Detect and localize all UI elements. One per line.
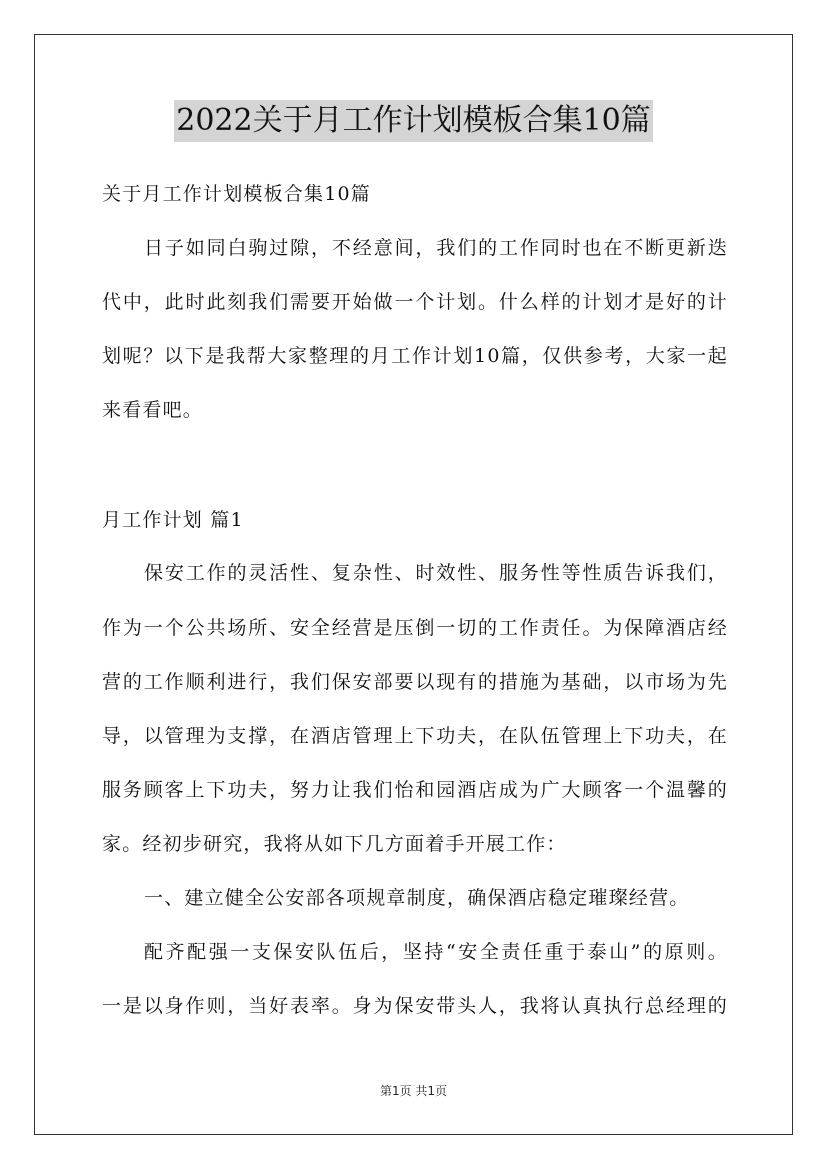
intro-line: 代中，此时此刻我们需要开始做一个计划。什么样的计划才是好的计 — [102, 291, 728, 313]
paragraph-line: 作为一个公共场所、安全经营是压倒一切的工作责任。为保障酒店经 — [102, 617, 728, 639]
page-footer: 第1页 共1页 — [379, 1084, 448, 1098]
paragraph-line: 家。经初步研究，我将从如下几方面着手开展工作： — [102, 833, 567, 855]
paragraph-line: 一是以身作则，当好表率。身为保安带头人，我将认真执行总经理的 — [102, 995, 728, 1017]
document-title: 2022关于月工作计划模板合集10篇 — [174, 100, 653, 142]
intro-line: 日子如同白驹过隙，不经意间，我们的工作同时也在不断更新迭 — [144, 237, 728, 259]
paragraph-line: 保安工作的灵活性、复杂性、时效性、服务性等性质告诉我们， — [144, 562, 728, 584]
paragraph-line: 配齐配强一支保安队伍后，坚持“安全责任重于泰山”的原则。 — [144, 941, 728, 963]
document-subtitle: 关于月工作计划模板合集10篇 — [102, 183, 371, 205]
paragraph-line: 服务顾客上下功夫，努力让我们怡和园酒店成为广大顾客一个温馨的 — [102, 779, 728, 801]
intro-line: 来看看吧。 — [102, 399, 204, 421]
paragraph-line: 导，以管理为支撑，在酒店管理上下功夫，在队伍管理上下功夫，在 — [102, 725, 728, 747]
intro-line: 划呢？以下是我帮大家整理的月工作计划10篇，仅供参考，大家一起 — [102, 345, 728, 367]
title-container — [0, 100, 827, 142]
paragraph-line: 营的工作顺利进行，我们保安部要以现有的措施为基础，以市场为先 — [102, 671, 728, 693]
paragraph-line: 一、建立健全公安部各项规章制度，确保酒店稳定璀璨经营。 — [144, 887, 690, 909]
section-heading: 月工作计划 篇1 — [102, 509, 244, 531]
